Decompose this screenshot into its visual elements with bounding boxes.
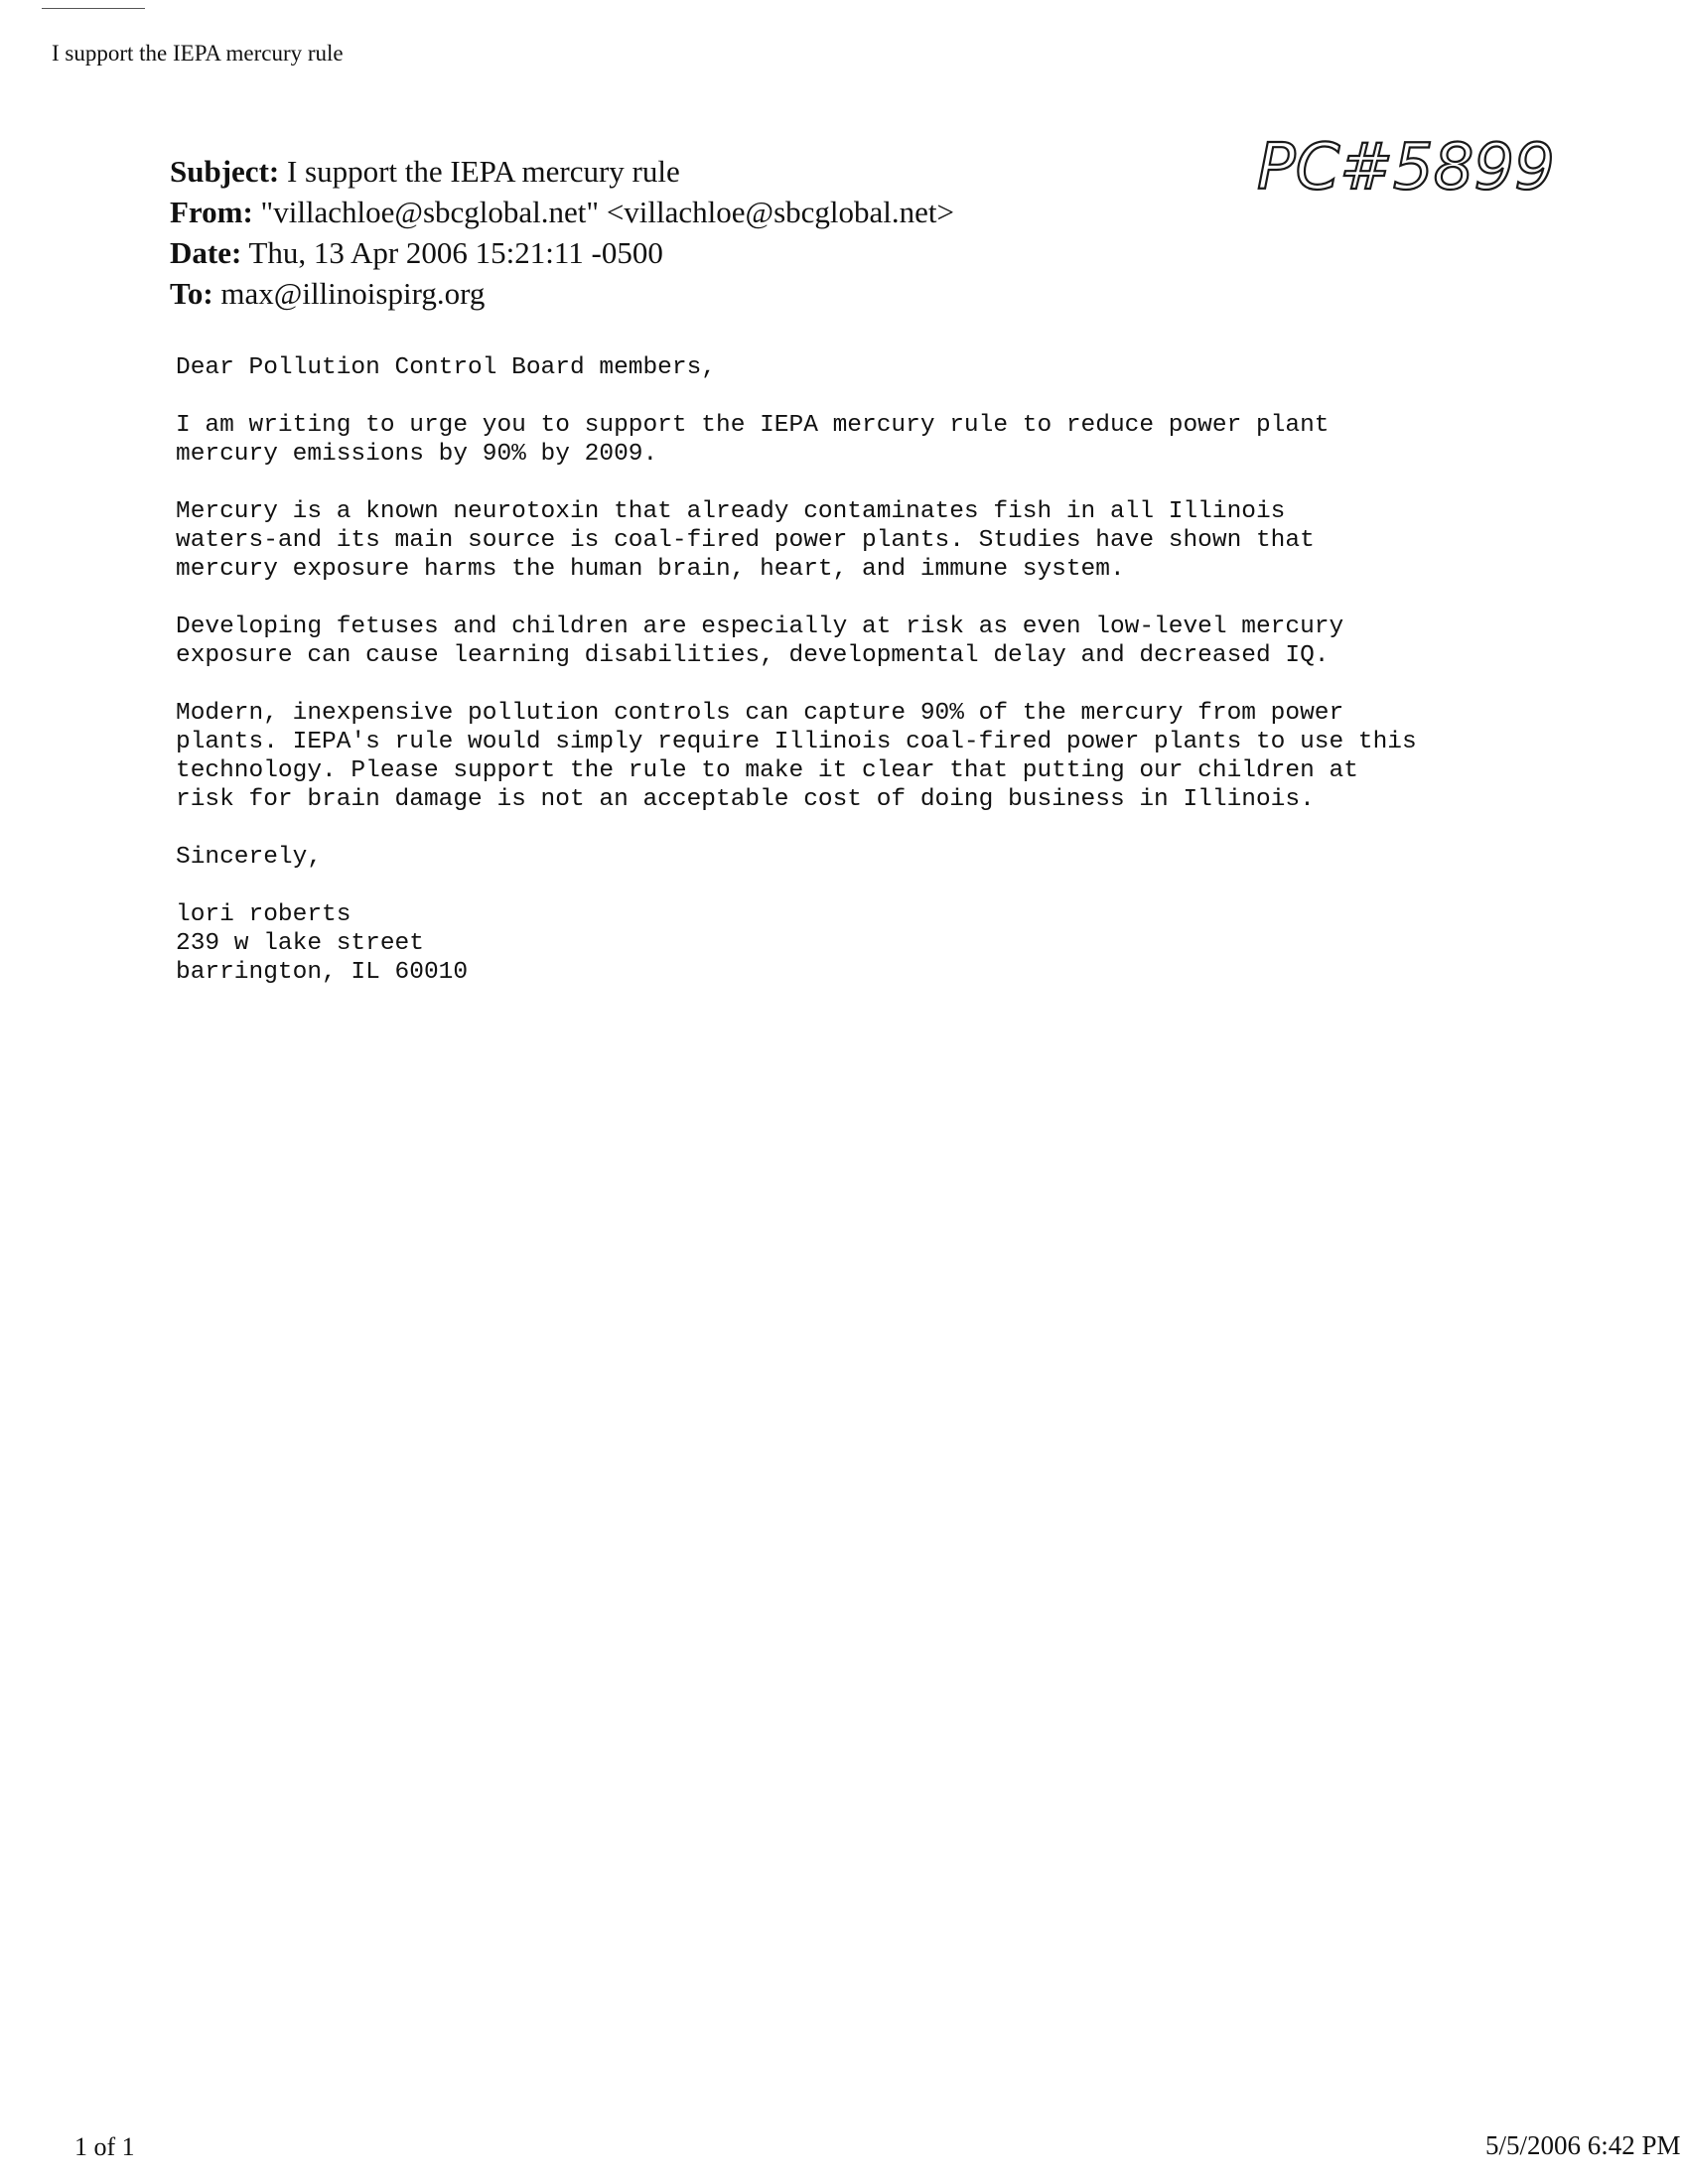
email-body [176, 353, 1586, 987]
page-number: 1 of 1 [74, 2132, 135, 2161]
from-label: From: [170, 195, 253, 229]
body-paragraph: Mercury is a known neurotoxin that already contaminates fish in all Illinois waters-and its main source is coal-fired power plants. Studies have shown that mercury exposure harms the human brain, heart, and immune system. [176, 498, 1315, 583]
body-paragraph: I am writing to urge you to support the IEPA mercury rule to reduce power plant mercury emissions by 90% by 2009. [176, 412, 1330, 468]
email-header [170, 151, 954, 314]
body-paragraph: Developing fetuses and children are especially at risk as even low-level mercury exposure can cause learning disabilities, developmental delay and decreased IQ. [176, 614, 1344, 669]
from-line [170, 192, 954, 232]
signature-block: lori roberts 239 w lake street barrington, IL 60010 [176, 901, 469, 986]
print-header-title: I support the IEPA mercury rule [52, 41, 344, 66]
date-label: Date: [170, 235, 242, 270]
handwritten-annotation [1253, 109, 1630, 218]
closing: Sincerely, [176, 844, 323, 871]
date-value: Thu, 13 Apr 2006 15:21:11 -0500 [248, 235, 663, 270]
from-value: "villachloe@sbcglobal.net" <villachloe@sbcglobal.net> [260, 195, 954, 229]
subject-line [170, 151, 954, 192]
greeting: Dear Pollution Control Board members, [176, 354, 716, 381]
to-line [170, 273, 954, 314]
body-paragraph: Modern, inexpensive pollution controls can capture 90% of the mercury from power plants. IEPA's rule would simply require Illinois coal-fired power plants to use this technology. Please support the rule to make it clear that putting our children at risk for brain damage is not an acceptable cost of doing business in Illinois. [176, 700, 1417, 813]
subject-value: I support the IEPA mercury rule [286, 154, 680, 189]
print-timestamp: 5/5/2006 6:42 PM [1485, 2130, 1681, 2160]
subject-label: Subject: [170, 154, 280, 189]
top-rule [42, 8, 145, 9]
handwritten-annotation-text: PC#5899 [1257, 131, 1555, 205]
date-line [170, 232, 954, 273]
to-value: max@illinoispirg.org [220, 276, 486, 311]
to-label: To: [170, 276, 213, 311]
